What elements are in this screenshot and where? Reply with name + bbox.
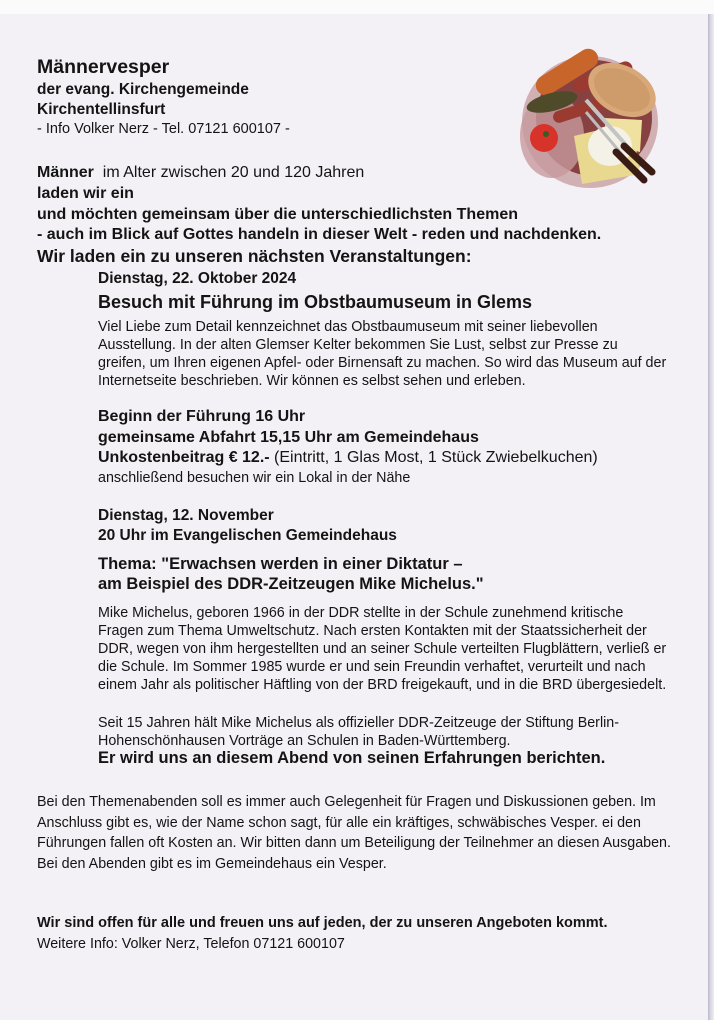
intro-line-1 <box>37 164 364 182</box>
events-heading: Wir laden ein zu unseren nächsten Veranstaltungen: <box>37 246 472 266</box>
event-2-closing: Er wird uns an diesem Abend von seinen Erfahrungen berichten. <box>98 749 606 767</box>
intro-men-emphasis: Männer <box>37 164 94 181</box>
organization-line-2: Kirchentellinsfurt <box>37 101 166 118</box>
event-2-time-place: 20 Uhr im Evangelischen Gemeindehaus <box>98 527 397 544</box>
event-1-date: Dienstag, 22. Oktober 2024 <box>98 270 297 287</box>
event-1-cost-label: Unkostenbeitrag € 12.- <box>98 449 270 466</box>
intro-line-3: und möchten gemeinsam über die unterschiedlichsten Themen <box>37 206 518 223</box>
scan-top-margin <box>0 0 714 14</box>
event-1-description: Viel Liebe zum Detail kennzeichnet das Obstbaumuseum mit seiner liebevollen Ausstellung. In der alten Glemser Kelter bekommen Sie Lust, selbst zur Presse zu greifen, um Ihren eigenen Apfel- oder Birnensaft zu machen. So wird das Museum auf der Internetseite beschrieben. Wir können es selbst sehen und erleben. <box>98 319 667 389</box>
footer-contact: Weitere Info: Volker Nerz, Telefon 07121 600107 <box>37 936 345 952</box>
document-title: Männervesper <box>37 56 170 78</box>
intro-line-2: laden wir ein <box>37 185 134 202</box>
vesper-plate-icon <box>512 34 662 192</box>
event-1-departure: gemeinsame Abfahrt 15,15 Uhr am Gemeindehaus <box>98 429 479 446</box>
contact-info-header: - Info Volker Nerz - Tel. 07121 600107 - <box>37 121 290 137</box>
event-1-title: Besuch mit Führung im Obstbaumuseum in Glems <box>98 292 533 312</box>
event-2-description: Mike Michelus, geboren 1966 in der DDR stellte in der Schule zunehmend kritische Fragen zum Thema Umweltschutz. Nach ersten Kontakten mit der Staatssicherheit der DDR, wegen von ihm hergestellten und an seiner Schule verteilten Flugblättern, verließ er die Schule. Im Sommer 1985 wurde er und sein Freundin verhaftet, verurteilt und nach einem Jahr als politischer Häftling von der BRD freigekauft, und in die BRD übergesiedelt. <box>98 605 667 693</box>
closing-statement: Wir sind offen für alle und freuen uns auf jeden, der zu unseren Angeboten kommt. <box>37 915 608 931</box>
event-1-cost <box>98 449 598 467</box>
intro-line-4: - auch im Blick auf Gottes handeln in dieser Welt - reden und nachdenken. <box>37 226 602 243</box>
event-2-theme-line-1: Thema: "Erwachsen werden in einer Diktatur – <box>98 555 463 573</box>
organization-line-1: der evang. Kirchengemeinde <box>37 81 249 98</box>
event-2-description-2: Seit 15 Jahren hält Mike Michelus als offizieller DDR-Zeitzeuge der Stiftung Berlin-Hohenschönhausen Vorträge an Schulen in Baden-Württemberg. <box>98 715 620 749</box>
event-1-afterwards: anschließend besuchen wir ein Lokal in der Nähe <box>98 470 411 486</box>
page-edge-shadow <box>708 14 714 1020</box>
intro-age-range: im Alter zwischen 20 und 120 Jahren <box>93 164 365 181</box>
event-1-cost-detail: (Eintritt, 1 Glas Most, 1 Stück Zwiebelkuchen) <box>269 449 598 466</box>
event-2-date: Dienstag, 12. November <box>98 507 274 524</box>
event-1-start-time: Beginn der Führung 16 Uhr <box>98 408 306 425</box>
event-2-theme-line-2: am Beispiel des DDR-Zeitzeugen Mike Michelus." <box>98 575 484 593</box>
outro-paragraph: Bei den Themenabenden soll es immer auch Gelegenheit für Fragen und Diskussionen geben. Im Anschluss gibt es, wie der Name schon sagt, für alle ein kräftiges, schwäbisches Vesper. ei den Führungen fallen oft Kosten an. Wir bitten dann um Beteiligung der Teilnehmer an diesen Ausgaben. Bei den Abenden gibt es im Gemeindehaus ein Vesper. <box>37 794 671 872</box>
